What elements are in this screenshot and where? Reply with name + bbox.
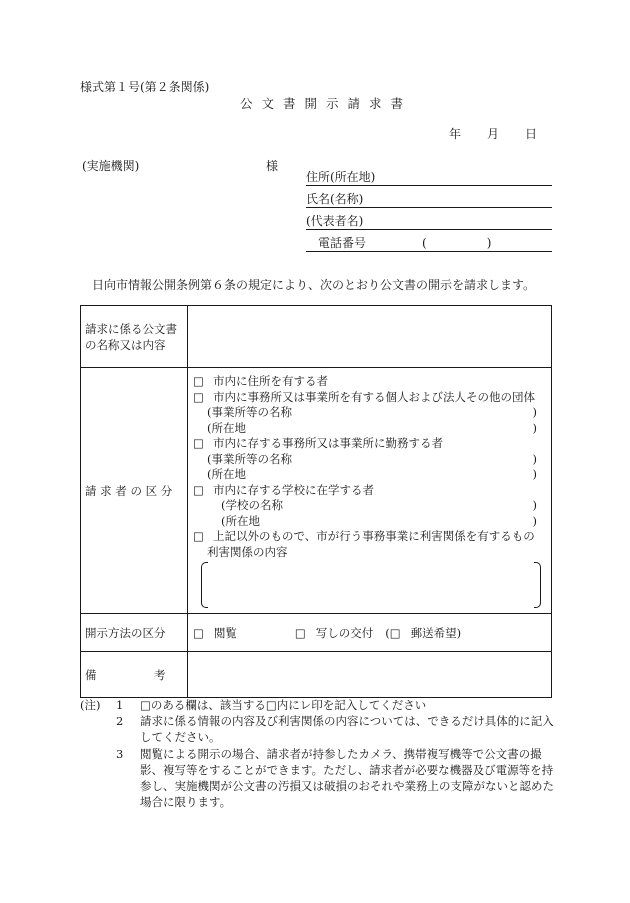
mail-checkbox[interactable]: (□	[385, 625, 401, 640]
request-form-table	[80, 305, 552, 698]
school-location-field[interactable]: (所在地 )	[221, 513, 537, 528]
category-option-3[interactable]: □ 市内に存する事務所又は事業所に勤務する者	[193, 436, 443, 450]
category-option-2[interactable]: □ 市内に事務所又は事業所を有する個人および法人その他の団体	[193, 389, 535, 404]
representative-label: (代表者名)	[306, 214, 364, 228]
checkbox-icon[interactable]: □	[193, 529, 204, 543]
bracket-left	[201, 562, 208, 608]
workplace-name-field[interactable]: (事業所等の名称 )	[207, 451, 537, 466]
method-mail-label: 郵送希望)	[410, 625, 462, 640]
workplace-location-field[interactable]: (所在地 )	[207, 467, 537, 481]
method-copy-label: 写しの交付	[315, 625, 374, 640]
category-option-1[interactable]: □ 市内に住所を有する者	[193, 374, 328, 388]
form-number: 様式第１号(第２条関係)	[80, 80, 210, 94]
honorific-label: 様	[266, 159, 279, 173]
interest-content-field[interactable]	[201, 562, 541, 608]
name-field[interactable]	[306, 192, 552, 208]
row-applicant-category	[81, 368, 552, 614]
row-disclosure-method	[81, 614, 552, 652]
date-month-label: 月	[487, 127, 500, 141]
intro-text: 日向市情報公開条例第６条の規定により、次のとおり公文書の開示を請求します。	[92, 278, 536, 292]
checkbox-icon[interactable]: □	[193, 374, 204, 388]
disclosure-method-options	[188, 614, 552, 652]
document-name-input[interactable]	[188, 306, 552, 368]
date-year-label: 年	[449, 127, 462, 141]
date-row	[449, 125, 537, 142]
checkbox-icon[interactable]: □	[193, 389, 204, 404]
view-checkbox-icon[interactable]: □	[193, 625, 204, 640]
checkbox-icon[interactable]: □	[193, 482, 204, 497]
phone-field[interactable]	[306, 236, 552, 252]
page-title: 公文書開示請求書	[240, 96, 413, 111]
phone-label: 電話番号	[318, 236, 367, 250]
school-name-field[interactable]: (学校の名称 )	[221, 498, 537, 512]
remarks-input[interactable]	[188, 652, 552, 698]
remarks-label: 備 考	[81, 652, 188, 698]
name-label: 氏名(名称)	[306, 192, 364, 206]
applicant-category-label: 請 求 者 の 区 分	[81, 368, 188, 614]
note-item: 2 請求に係る情報の内容及び利害関係の内容については、できるだけ具体的に記入してください。	[116, 714, 554, 745]
bracket-right	[534, 562, 541, 608]
note-item: 3 閲覧による開示の場合、請求者が持参したカメラ、携帯複写機等で公文書の撮影、複写等をすることができます。ただし、請求者が必要な機器及び電源等を持参し、実施機関が公文書の汚損又は破損のおそれや業務上の支障がないと認めた場合に限ります。	[116, 746, 554, 810]
representative-field[interactable]	[306, 214, 552, 230]
note-item: (注) 1 □のある欄は、該当する□内にレ印を記入してください	[80, 698, 427, 712]
disclosure-method-label: 開示方法の区分	[81, 614, 188, 652]
copy-checkbox-icon[interactable]: □	[294, 625, 306, 640]
checkbox-icon[interactable]: □	[193, 436, 204, 450]
row-remarks	[81, 652, 552, 698]
date-day-label: 日	[525, 127, 538, 141]
category-option-5[interactable]: □ 上記以外のもので、市が行う事務事業に利害関係を有するもの	[193, 529, 535, 543]
notes-prefix: (注)	[80, 698, 101, 712]
notes-section	[80, 697, 555, 810]
business-location-field[interactable]: (所在地 )	[207, 420, 537, 435]
address-label: 住所(所在地)	[306, 170, 376, 184]
business-name-field[interactable]: (事業所等の名称 )	[207, 405, 537, 419]
method-view-label: 閲覧	[213, 625, 237, 640]
row-document-name	[81, 306, 552, 368]
category-option-4[interactable]: □ 市内に存する学校に在学する者	[193, 482, 374, 497]
phone-paren: ( )	[422, 236, 492, 250]
addressee-label: (実施機関)	[82, 159, 140, 173]
interest-label: 利害関係の内容	[207, 544, 288, 559]
address-field[interactable]	[306, 170, 552, 186]
document-name-label: 請求に係る公文書の名称又は内容	[81, 306, 188, 368]
applicant-category-options	[188, 368, 552, 614]
